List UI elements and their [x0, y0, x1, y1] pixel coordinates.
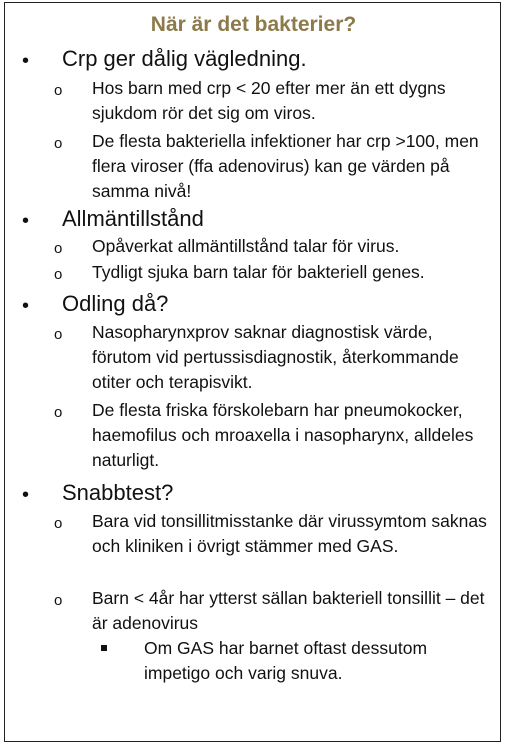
bullet-circle: o — [54, 326, 63, 343]
list-item: Barn < 4år har ytterst sällan bakteriell tonsillit – det är adenovirus — [92, 588, 485, 633]
bullet-circle: o — [54, 404, 63, 421]
list-item: De flesta bakteriella infektioner har crp >100, men flera viroser (ffa adenovirus) kan ge värden på samma nivå! — [92, 131, 479, 201]
section-heading: Allmäntillstånd — [62, 206, 204, 231]
bullet-dot: • — [22, 210, 30, 232]
list-item: Bara vid tonsillitmisstanke där virussymtom saknas och kliniken i övrigt stämmer med GAS. — [92, 511, 487, 556]
sub-list-item: Om GAS har barnet oftast dessutom impetigo och varig snuva. — [144, 638, 428, 683]
bullet-dot: • — [22, 50, 30, 72]
bullet-circle: o — [54, 266, 63, 283]
bullet-circle: o — [54, 82, 63, 99]
bullet-circle: o — [54, 515, 63, 532]
list-item: De flesta friska förskolebarn har pneumokocker, haemofilus och mroaxella i nasopharynx, alldeles naturligt. — [92, 400, 474, 470]
list-item: Tydligt sjuka barn talar för bakteriell genes. — [92, 262, 425, 282]
list-item: Opåverkat allmäntillstånd talar för virus. — [92, 236, 400, 256]
list-item: Nasopharynxprov saknar diagnostisk värde, förutom vid pertussisdiagnostik, återkommande otiter och terapisvikt. — [92, 322, 459, 392]
list-item: Hos barn med crp < 20 efter mer än ett dygns sjukdom rör det sig om viros. — [92, 78, 446, 123]
bullet-circle: o — [54, 135, 63, 152]
bullet-square — [101, 645, 107, 651]
section-heading: Crp ger dålig vägledning. — [62, 46, 307, 71]
section-heading: Snabbtest? — [62, 480, 174, 505]
document-title: När är det bakterier? — [150, 13, 357, 36]
bullet-circle: o — [54, 240, 63, 257]
section-heading: Odling då? — [62, 291, 169, 316]
bullet-dot: • — [22, 295, 30, 317]
bullet-circle: o — [54, 592, 63, 609]
bullet-dot: • — [22, 484, 30, 506]
